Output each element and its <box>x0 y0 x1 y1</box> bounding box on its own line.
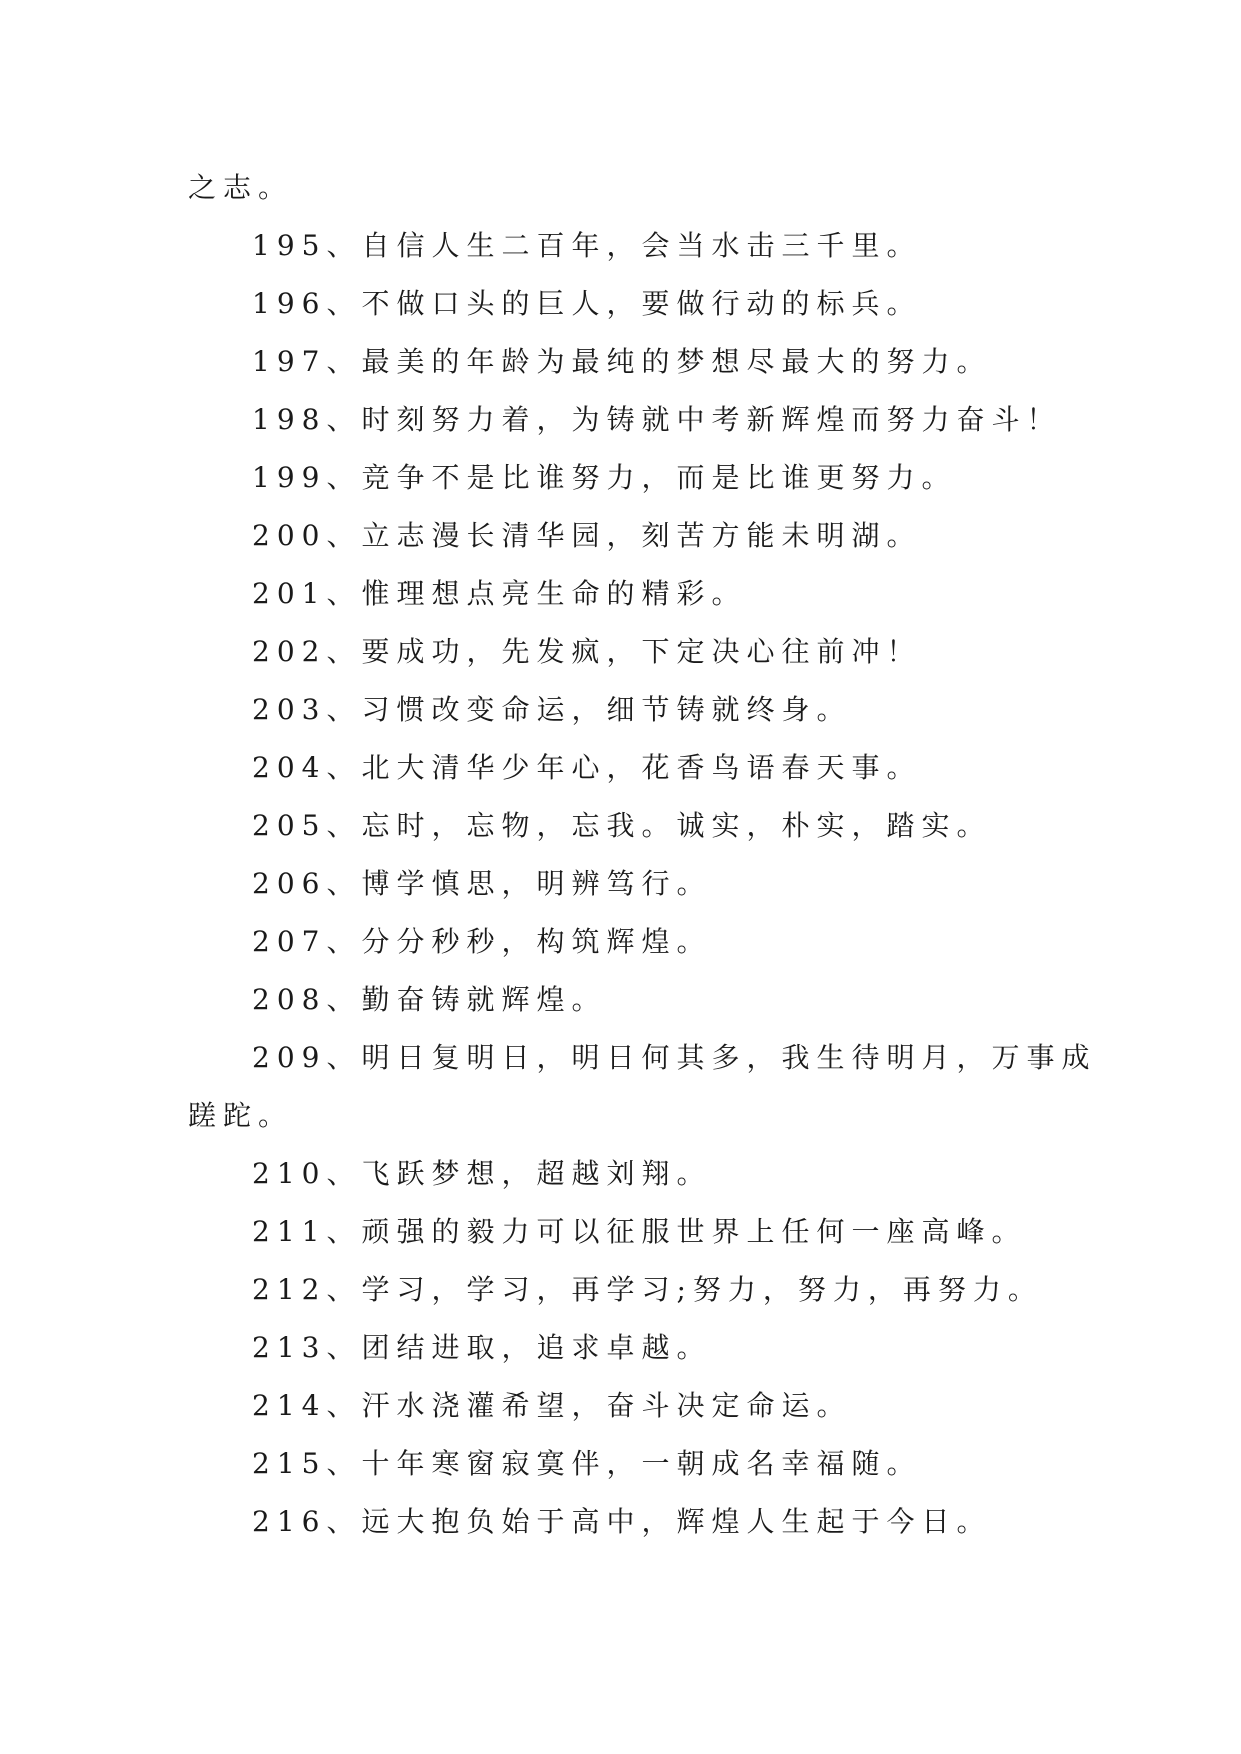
text-line: 214、汗水浇灌希望，奋斗决定命运。 <box>252 1389 852 1422</box>
document-body <box>188 159 1097 1551</box>
text-line: 202、要成功，先发疯，下定决心往前冲！ <box>252 635 922 668</box>
text-line: 208、勤奋铸就辉煌。 <box>252 983 607 1016</box>
text-line: 197、最美的年龄为最纯的梦想尽最大的努力。 <box>252 345 992 378</box>
text-line: 201、惟理想点亮生命的精彩。 <box>252 577 747 610</box>
text-line: 204、北大清华少年心，花香鸟语春天事。 <box>252 751 922 784</box>
text-line: 211、顽强的毅力可以征服世界上任何一座高峰。 <box>252 1215 1027 1248</box>
text-line: 之志。 <box>188 171 294 204</box>
text-line: 216、远大抱负始于高中，辉煌人生起于今日。 <box>252 1505 992 1538</box>
text-line: 205、忘时，忘物，忘我。诚实，朴实，踏实。 <box>252 809 992 842</box>
text-line: 210、飞跃梦想，超越刘翔。 <box>252 1157 712 1190</box>
text-line: 209、明日复明日，明日何其多，我生待明月，万事成 <box>252 1041 1097 1074</box>
text-line: 198、时刻努力着，为铸就中考新辉煌而努力奋斗！ <box>252 403 1062 436</box>
text-line: 213、团结进取，追求卓越。 <box>252 1331 712 1364</box>
text-line: 196、不做口头的巨人，要做行动的标兵。 <box>252 287 922 320</box>
text-line: 200、立志漫长清华园，刻苦方能未明湖。 <box>252 519 922 552</box>
text-line: 蹉跎。 <box>188 1099 294 1132</box>
text-line: 212、学习，学习，再学习;努力，努力，再努力。 <box>252 1273 1043 1306</box>
text-line: 203、习惯改变命运，细节铸就终身。 <box>252 693 852 726</box>
text-line: 195、自信人生二百年，会当水击三千里。 <box>252 229 922 262</box>
text-line: 199、竞争不是比谁努力，而是比谁更努力。 <box>252 461 957 494</box>
text-line: 206、博学慎思，明辨笃行。 <box>252 867 712 900</box>
text-line: 215、十年寒窗寂寞伴，一朝成名幸福随。 <box>252 1447 922 1480</box>
text-line: 207、分分秒秒，构筑辉煌。 <box>252 925 712 958</box>
